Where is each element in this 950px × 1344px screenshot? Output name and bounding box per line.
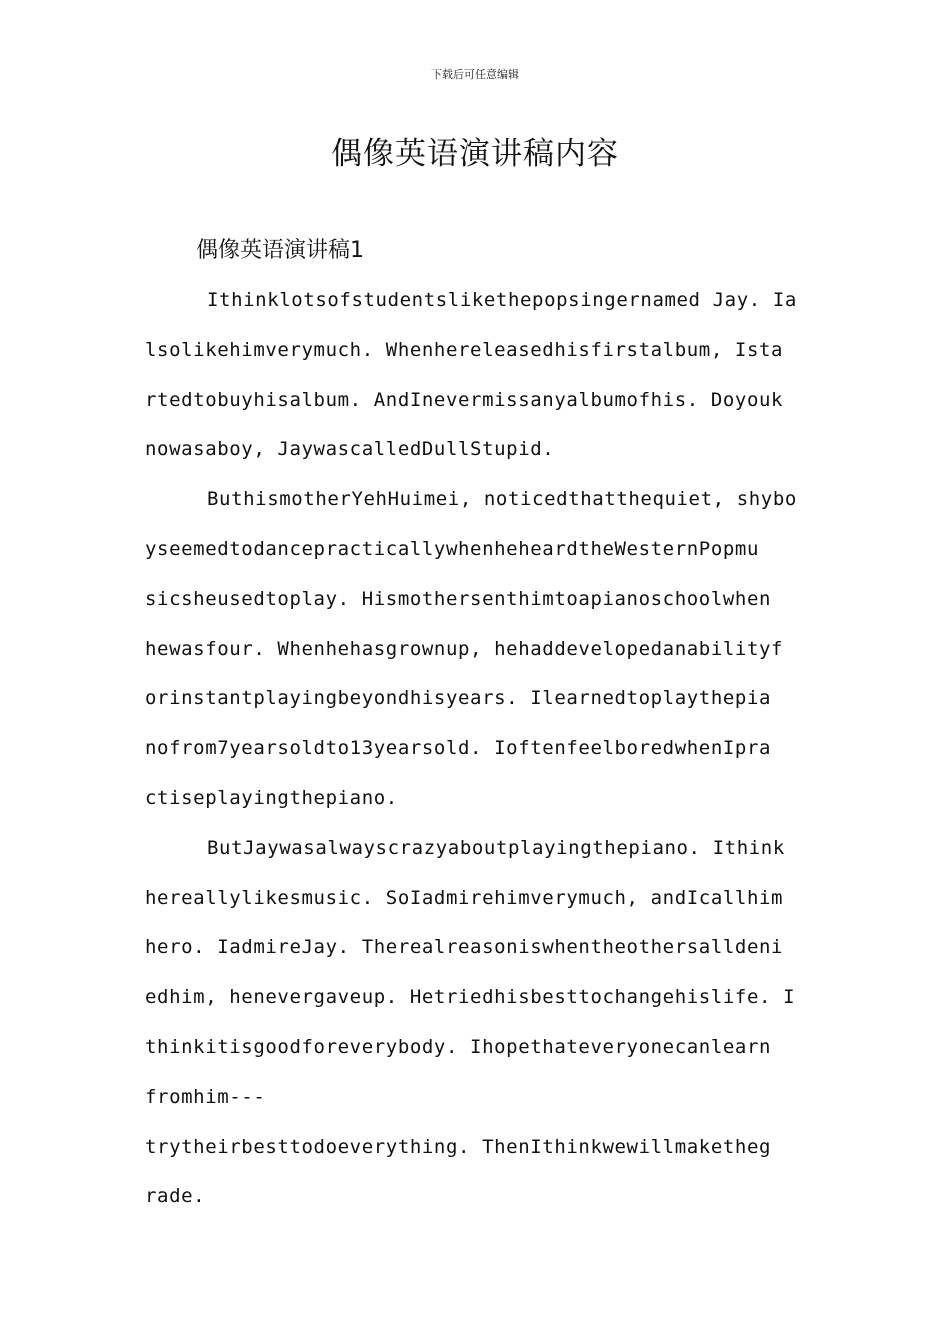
- paragraph-1-line: nowasaboy, JaywascalledDullStupid.: [145, 438, 555, 461]
- paragraph-2-line: sicsheusedtoplay. Hismothersenthimtoapianoschoolwhen: [145, 587, 772, 610]
- paragraph-2-line: hewasfour. Whenhehasgrownup, hehaddevelopedanabilityf: [145, 637, 784, 660]
- document-title: 偶像英语演讲稿内容: [331, 136, 619, 172]
- paragraph-3-line: ButJaywasalwayscrazyaboutplayingthepiano. Ithink: [207, 836, 785, 859]
- section-heading: 偶像英语演讲稿1: [196, 238, 364, 263]
- paragraph-1-line: Ithinklotsofstudentslikethepopsingernamed Jay. Ia: [207, 289, 797, 311]
- header-note: 下载后可任意编辑: [431, 68, 519, 81]
- paragraph-3-line: hero. IadmireJay. Therealreasoniswhentheothersalldeni: [145, 936, 784, 959]
- paragraph-3-line: edhim, henevergaveup. Hetriedhisbesttochangehislife. I: [145, 986, 796, 1009]
- paragraph-3-line: fromhim---: [145, 1085, 266, 1108]
- paragraph-2-line: orinstantplayingbeyondhisyears. Ilearnedtoplaythepia: [145, 687, 772, 710]
- paragraph-2-line: ctiseplayingthepiano.: [145, 786, 398, 809]
- paragraph-1-line: rtedtobuyhisalbum. AndInevermissanyalbumofhis. Doyouk: [145, 388, 784, 411]
- paragraph-2-line: ButhismotherYehHuimei, noticedthatthequiet, shybo: [207, 488, 797, 511]
- paragraph-3-line: thinkitisgoodforeverybody. Ihopethateveryonecanlearn: [145, 1035, 772, 1058]
- paragraph-3-line: hereallylikesmusic. SoIadmirehimverymuch, andIcallhim: [145, 886, 784, 909]
- paragraph-3-line: rade.: [145, 1185, 206, 1208]
- paragraph-1-line: lsolikehimverymuch. Whenhereleasedhisfirstalbum, Ista: [145, 338, 784, 361]
- paragraph-3-line: trytheirbesttodoeverything. ThenIthinkwewillmaketheg: [145, 1135, 772, 1158]
- paragraph-2-line: nofrom7yearsoldto13yearsold. IoftenfeelboredwhenIpra: [145, 737, 772, 760]
- body-text: [145, 276, 815, 1222]
- paragraph-2-line: yseemedtodancepracticallywhenheheardtheWesternPopmu: [145, 537, 759, 560]
